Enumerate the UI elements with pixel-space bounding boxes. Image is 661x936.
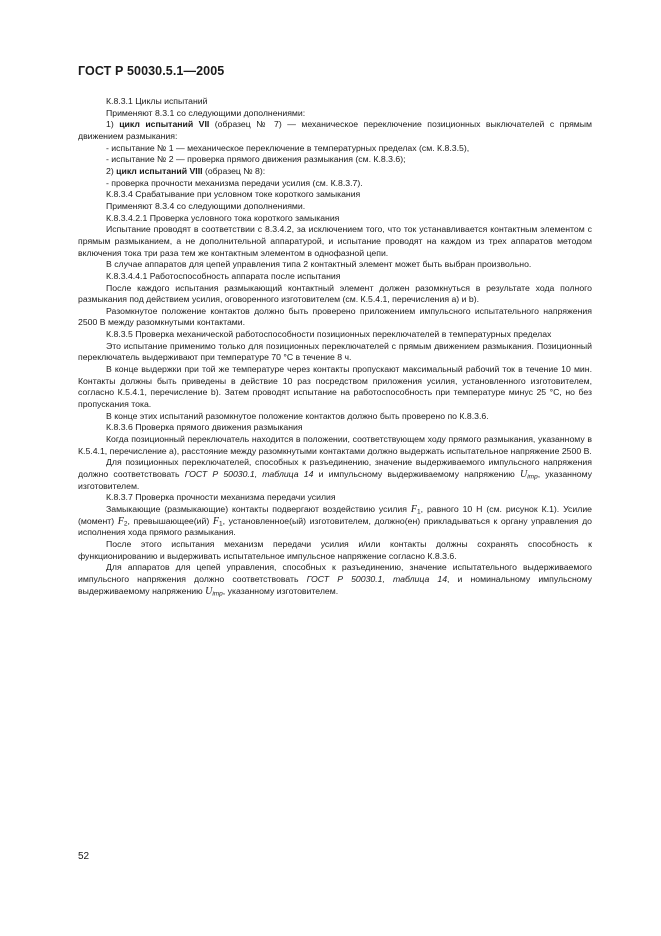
list-item-test-1: - испытание № 1 — механическое переключение в температурных пределах (см. К.8.3.5), — [106, 142, 470, 153]
standard-reference: ГОСТ Р 50030.1, таблица 14 — [184, 469, 314, 479]
paragraph: После этого испытания механизм передачи усилия и/или контакты должны сохранять способность к функционированию и выдерживать испытательное импульсное напряжение согласно К.8.3.6. — [78, 538, 592, 561]
document-body — [78, 96, 592, 597]
clause-k836-heading: К.8.3.6 Проверка прямого движения размыкания — [106, 422, 303, 433]
paragraph: Для аппаратов для цепей управления, способных к разъединению, значение испытательного выдерживаемого импульсного напряжения должно соответствовать ГОСТ Р 50030.1, таблица 14, и номинальному импульсному выдерживаемому напряжению $U_{imp}$, указанному изготовителем. — [78, 562, 592, 598]
list-item-cycle-vii: 1) цикл испытаний VII (образец № 7) — механическое переключение позиционных выключателей с прямым движением размыкания: — [78, 119, 592, 141]
paragraph: Для позиционных переключателей, способных к разъединению, значение выдерживаемого импульсного напряжения должно соответствовать ГОСТ Р 50030.1, таблица 14 и импульсному выдерживаемому напряжению $U_{imp}$, указанному изготовителем. — [78, 457, 592, 491]
page-header: ГОСТ Р 50030.5.1—2005 — [78, 64, 225, 78]
paragraph: Замыкающие (размыкающие) контакты подвергают воздействию усилия $F_1$, равного 10 Н (см. рисунок К.1). Усилие (момент) $F_2$, превышающее(ий) $F_1$, установленное(ый) изготовителем, должно(ен) прикладываться к органу управления до исполнения хода прямого размыкания. — [78, 503, 593, 538]
paragraph: Применяют 8.3.4 со следующими дополнениями. — [106, 200, 306, 211]
paragraph: Это испытание применимо только для позиционных переключателей с прямым движением размыкания. Позиционный переключатель выдерживают при температуре 70 °С в течение 8 ч. — [78, 340, 592, 363]
cycle-vii-label: цикл испытаний VII — [119, 119, 210, 130]
list-item-test-2: - испытание № 2 — проверка прямого движения размыкания (см. К.8.3.6); — [106, 154, 406, 165]
clause-k83441-heading: К.8.3.4.4.1 Работоспособность аппарата после испытания — [106, 270, 341, 281]
clause-k831-heading: К.8.3.1 Циклы испытаний — [106, 96, 208, 106]
u-imp-symbol: U — [205, 585, 213, 597]
clause-k834-heading: К.8.3.4 Срабатывание при условном токе короткого замыкания — [106, 189, 361, 200]
standard-reference: ГОСТ Р 50030.1, таблица 14 — [306, 573, 448, 584]
clause-k835-heading: К.8.3.5 Проверка механической работоспособности позиционных переключателей в температурных пределах — [106, 329, 552, 340]
force-f2-symbol: F — [117, 515, 124, 527]
paragraph: Применяют 8.3.1 со следующими дополнениями: — [106, 107, 306, 118]
force-f1-symbol: F — [410, 503, 418, 515]
paragraph: Испытание проводят в соответствии с 8.3.4.2, за исключением того, что ток устанавливается контактным элементом с прямым размыканием, а не дополнительной аппаратурой, и испытание проводят на каждом из трех аппаратов методом включения тока три раза тем же контактным элементом в однофазной цепи. — [78, 224, 592, 258]
paragraph: В конце этих испытаний разомкнутое положение контактов должно быть проверено по К.8.3.6. — [106, 410, 489, 421]
u-imp-symbol: U — [519, 469, 528, 480]
paragraph: В конце выдержки при той же температуре через контакты пропускают максимальный рабочий ток в течение 10 мин. Контакты должны быть приведены в действие 10 раз посредством приложения усилия, установленного изготовителем, согласно К.5.4.1, перечисление b). Затем проводят испытание на работоспособность при температуре минус 25 °С, но без пропускания тока. — [78, 364, 592, 410]
list-item-cycle-viii: 2) цикл испытаний VIII (образец № 8): — [106, 165, 266, 176]
clause-k83421-heading: К.8.3.4.2.1 Проверка условного тока короткого замыкания — [106, 212, 340, 223]
list-item-strength-check: - проверка прочности механизма передачи усилия (см. К.8.3.7). — [106, 177, 363, 188]
paragraph: В случае аппаратов для цепей управления типа 2 контактный элемент может быть выбран произвольно. — [106, 259, 532, 270]
paragraph: После каждого испытания размыкающий контактный элемент должен разомкнуться в результате хода полного размыкания под действием усилия, оговоренного изготовителем (см. К.5.4.1, перечисления а) и b). — [78, 282, 592, 305]
cycle-viii-label: цикл испытаний VIII — [116, 165, 203, 176]
page-number: 52 — [78, 851, 90, 862]
paragraph: Когда позиционный переключатель находится в положении, соответствующем ходу прямого размыкания, указанному в К.5.4.1, перечисление а), расстояние между разомкнутыми контактами должно выдержать испытательное напряжение 2500 В. — [78, 434, 592, 456]
paragraph: Разомкнутое положение контактов должно быть проверено приложением импульсного испытательного напряжения 2500 В между разомкнутыми контактами. — [78, 305, 592, 328]
clause-k837-heading: К.8.3.7 Проверка прочности механизма передачи усилия — [106, 492, 336, 503]
force-f1-symbol: F — [212, 515, 219, 527]
